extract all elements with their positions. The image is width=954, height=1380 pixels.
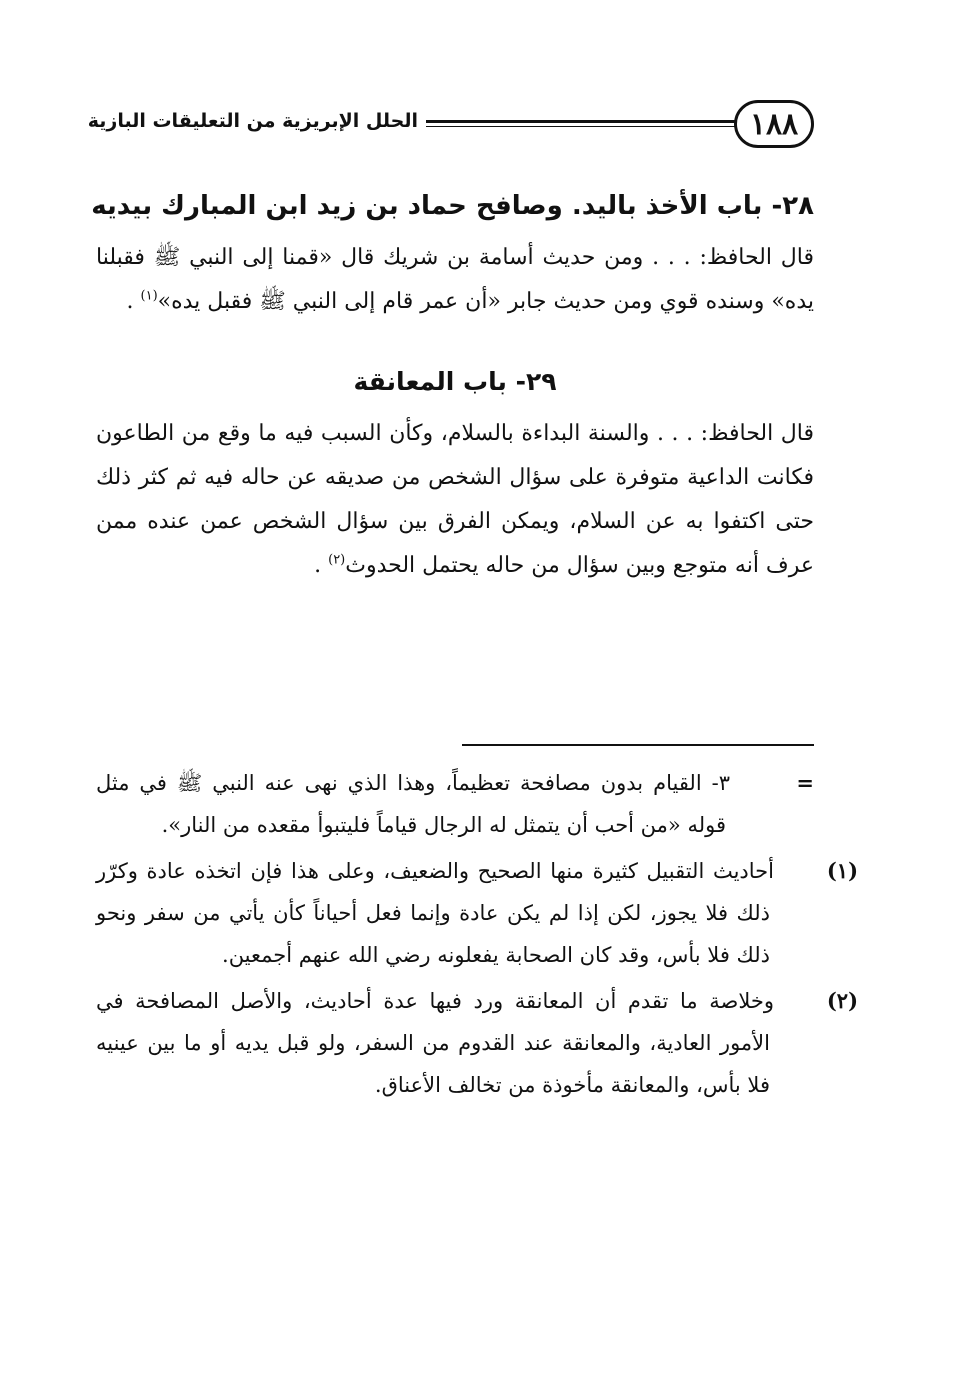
page-header [87, 100, 814, 160]
paragraph-text: قال الحافظ: . . . والسنة البداءة بالسلام، وكأن السبب فيه ما وقع من الطاعون فكانت الداعية متوفرة على سؤال الشخص من صديقه عن حاله فيه ثم كثر ذلك حتى اكتفوا به عن السلام، ويمكن الفرق بين سؤال الشخص عمن عنده ممن عرف أنه متوجع وبين سؤال من حاله يحتمل الحدوث [96, 421, 814, 578]
chapter-heading-28: ٢٨- باب الأخذ باليد. وصافح حماد بن زيد ابن المبارك بيديه [91, 191, 814, 221]
footnote-2 [96, 980, 858, 1106]
running-title: الحلل الإبريزية من التعليقات البازية [87, 110, 418, 132]
footnotes [96, 762, 858, 1110]
chapter-29-paragraph [96, 412, 814, 588]
footnote-marker: (١) [826, 858, 858, 883]
sentence-end: . [314, 553, 329, 578]
footnote-separator [462, 744, 814, 746]
continuation-marker: = [796, 770, 814, 795]
sentence-end: . [126, 289, 141, 314]
footnote-text: أحاديث التقبيل كثيرة منها الصحيح والضعيف، وعلى هذا فإن اتخذه عادة وكرّر ذلك فلا يجوز، لكن إذا لم يكن عادة وإنما فعل أحياناً كأن يأتي من سفر ونحو ذلك فلا بأس، وقد كان الصحابة يفعلونه رضي الله عنهم أجمعين. [96, 859, 774, 967]
footnote-marker: (٢) [826, 988, 858, 1013]
footnote-ref-2[interactable]: (٢) [328, 552, 346, 568]
footnote-text: ٣- القيام بدون مصافحة تعظيماً، وهذا الذي نهى عنه النبي ﷺ في مثل قوله «من أحب أن يتمثل له الرجال قياماً فليتبوأ مقعده من النار». [96, 771, 730, 837]
chapter-28-paragraph [96, 236, 814, 324]
chapter-heading-29: ٢٩- باب المعانقة [353, 367, 557, 396]
paragraph-text: قال الحافظ: . . . ومن حديث أسامة بن شريك قال «قمنا إلى النبي ﷺ فقبلنا يده» وسنده قوي ومن حديث جابر «أن عمر قام إلى النبي ﷺ فقبل يده» [96, 245, 814, 314]
header-double-rule [426, 120, 736, 130]
footnote-ref-1[interactable]: (١) [140, 288, 158, 304]
footnote-continuation [96, 762, 814, 846]
footnote-text: وخلاصة ما تقدم أن المعانقة ورد فيها عدة أحاديث، والأصل المصافحة في الأمور العادية، والمعانقة عند القدوم من السفر، ولو قبل يديه أو ما بين عينيه فلا بأس، والمعانقة مأخوذة من تخالف الأعناق. [96, 989, 774, 1097]
page-number: ١٨٨ [734, 100, 814, 148]
main-text [91, 182, 814, 588]
footnote-1 [96, 850, 858, 976]
